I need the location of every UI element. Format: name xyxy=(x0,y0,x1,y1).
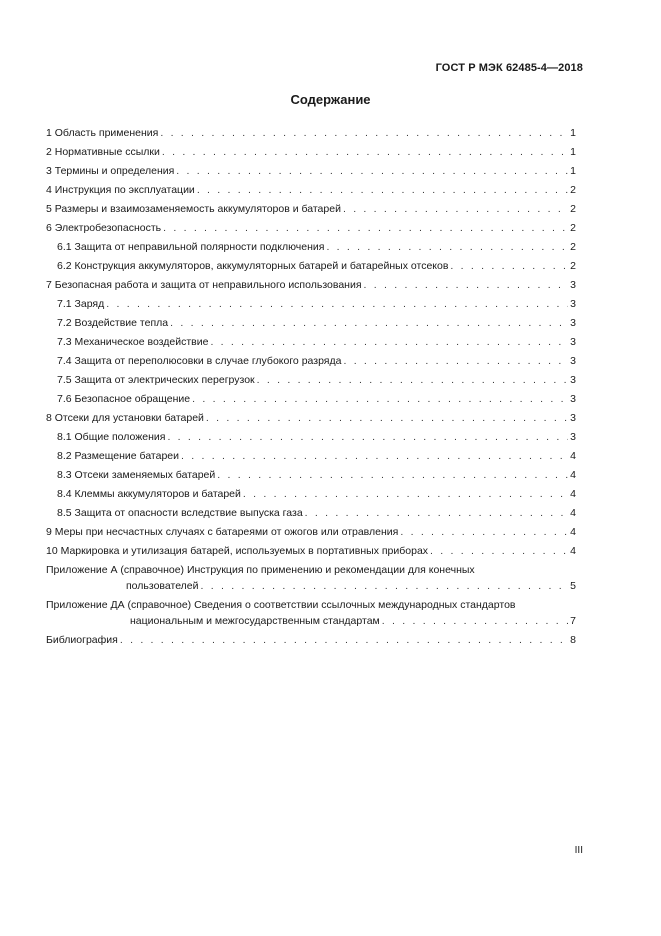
toc-page-number: 4 xyxy=(570,450,576,462)
toc-leader xyxy=(170,316,568,330)
toc-entry-label: 7 Безопасная работа и защита от неправильного использования xyxy=(46,279,362,291)
toc-entry-label: 7.5 Защита от электрических перегрузок xyxy=(57,374,255,386)
toc-page-number: 3 xyxy=(570,317,576,329)
toc-page-number: 5 xyxy=(570,580,576,592)
toc-entry[interactable] xyxy=(46,121,576,140)
toc-leader xyxy=(343,202,568,216)
toc-entry-label: 8.1 Общие положения xyxy=(57,431,166,443)
toc-subentry[interactable] xyxy=(46,349,576,368)
toc-entry[interactable] xyxy=(46,159,576,178)
toc-entry-label: 6.1 Защита от неправильной полярности подключения xyxy=(57,241,325,253)
toc-entry-label: 8.5 Защита от опасности вследствие выпуска газа xyxy=(57,507,303,519)
toc-page-number: 8 xyxy=(570,634,576,646)
toc-page-number: 3 xyxy=(570,336,576,348)
toc-entry-label: 7.6 Безопасное обращение xyxy=(57,393,191,405)
toc-leader xyxy=(305,506,568,520)
toc-entry-label: 3 Термины и определения xyxy=(46,165,175,177)
toc-leader xyxy=(430,544,568,558)
toc-entry[interactable] xyxy=(46,273,576,292)
toc-entry-label: 7.1 Заряд xyxy=(57,298,105,310)
document-header: ГОСТ Р МЭК 62485-4—2018 xyxy=(435,62,583,74)
toc-page-number: 3 xyxy=(570,393,576,405)
toc-entry-label: 5 Размеры и взаимозаменяемость аккумуляторов и батарей xyxy=(46,203,341,215)
toc-entry-label: 8 Отсеки для установки батарей xyxy=(46,412,204,424)
toc-entry-label: 6.2 Конструкция аккумуляторов, аккумуляторных батарей и батарейных отсеков xyxy=(57,260,449,272)
toc-page-number: 3 xyxy=(570,298,576,310)
toc-leader xyxy=(176,164,568,178)
toc-leader xyxy=(326,240,568,254)
toc-leader xyxy=(382,614,568,628)
toc-subentry[interactable] xyxy=(46,254,576,273)
toc-entry-label-continued: пользователей xyxy=(126,580,199,592)
toc-leader xyxy=(162,145,568,159)
toc-leader xyxy=(257,373,569,387)
toc-entry-label: 8.2 Размещение батареи xyxy=(57,450,180,462)
toc-page-number: 4 xyxy=(570,545,576,557)
toc-page-number: 2 xyxy=(570,203,576,215)
toc-appendix-entry[interactable] xyxy=(46,593,576,628)
toc-entry-label: 10 Маркировка и утилизация батарей, используемых в портативных приборах xyxy=(46,545,429,557)
toc-page-number: 3 xyxy=(570,374,576,386)
toc-entry[interactable] xyxy=(46,216,576,235)
toc-entry-label: 1 Область применения xyxy=(46,127,159,139)
toc-entry-label: 7.3 Механическое воздействие xyxy=(57,336,209,348)
toc-entry[interactable] xyxy=(46,197,576,216)
toc-leader xyxy=(120,633,568,647)
toc-page-number: 1 xyxy=(570,127,576,139)
toc-page-number: 2 xyxy=(570,241,576,253)
toc-entry-label: 7.2 Воздействие тепла xyxy=(57,317,169,329)
toc-leader xyxy=(197,183,568,197)
toc-entry-label: Библиография xyxy=(46,634,118,646)
toc-leader xyxy=(243,487,568,501)
toc-leader xyxy=(217,468,568,482)
toc-page-number: 3 xyxy=(570,412,576,424)
toc-page-number: 2 xyxy=(570,260,576,272)
toc-subentry[interactable] xyxy=(46,235,576,254)
toc-page-number: 4 xyxy=(570,488,576,500)
toc-page-number: 4 xyxy=(570,526,576,538)
toc-leader xyxy=(160,126,568,140)
toc-page-number: 7 xyxy=(570,615,576,627)
toc-subentry[interactable] xyxy=(46,368,576,387)
toc-page-number: 1 xyxy=(570,165,576,177)
toc-appendix-entry[interactable] xyxy=(46,558,576,593)
page-title: Содержание xyxy=(290,92,371,107)
toc-entry[interactable] xyxy=(46,539,576,558)
toc-subentry[interactable] xyxy=(46,425,576,444)
toc-leader xyxy=(400,525,568,539)
toc-entry[interactable] xyxy=(46,178,576,197)
toc-entry[interactable] xyxy=(46,520,576,539)
toc-entry-label: 4 Инструкция по эксплуатации xyxy=(46,184,195,196)
toc-entry-label: Приложение А (справочное) Инструкция по применению и рекомендации для конечных xyxy=(46,564,475,576)
toc-entry-label: 8.3 Отсеки заменяемых батарей xyxy=(57,469,216,481)
toc-entry[interactable] xyxy=(46,628,576,647)
toc-entry-label: Приложение ДА (справочное) Сведения о соответствии ссылочных международных стандартов xyxy=(46,599,516,611)
toc-leader xyxy=(167,430,568,444)
toc-page-number: 1 xyxy=(570,146,576,158)
toc-subentry[interactable] xyxy=(46,311,576,330)
toc-page-number: 3 xyxy=(570,279,576,291)
toc-subentry[interactable] xyxy=(46,501,576,520)
toc-entry-label: 6 Электробезопасность xyxy=(46,222,162,234)
toc-page-number: 4 xyxy=(570,469,576,481)
toc-page-number: 3 xyxy=(570,355,576,367)
page-number: III xyxy=(574,845,583,856)
toc-entry-label: 8.4 Клеммы аккумуляторов и батарей xyxy=(57,488,241,500)
toc-page-number: 4 xyxy=(570,507,576,519)
toc-page-number: 2 xyxy=(570,184,576,196)
toc-entry-label: 2 Нормативные ссылки xyxy=(46,146,160,158)
toc-subentry[interactable] xyxy=(46,482,576,501)
toc-leader xyxy=(450,259,568,273)
toc-page-number: 3 xyxy=(570,431,576,443)
toc-subentry[interactable] xyxy=(46,444,576,463)
toc-leader xyxy=(206,411,568,425)
toc-leader xyxy=(210,335,568,349)
toc-leader xyxy=(364,278,569,292)
toc-leader xyxy=(343,354,568,368)
toc-entry-label-continued: национальным и межгосударственным стандартам xyxy=(130,615,380,627)
toc-leader xyxy=(181,449,568,463)
toc-page-number: 2 xyxy=(570,222,576,234)
table-of-contents xyxy=(46,121,576,647)
toc-leader xyxy=(106,297,568,311)
toc-leader xyxy=(192,392,568,406)
toc-subentry[interactable] xyxy=(46,387,576,406)
toc-leader xyxy=(201,579,569,593)
toc-entry[interactable] xyxy=(46,140,576,159)
toc-subentry[interactable] xyxy=(46,292,576,311)
toc-leader xyxy=(163,221,568,235)
toc-entry-label: 7.4 Защита от переполюсовки в случае глубокого разряда xyxy=(57,355,342,367)
toc-subentry[interactable] xyxy=(46,463,576,482)
toc-entry-label: 9 Меры при несчастных случаях с батареями от ожогов или отравления xyxy=(46,526,399,538)
toc-subentry[interactable] xyxy=(46,330,576,349)
toc-entry[interactable] xyxy=(46,406,576,425)
